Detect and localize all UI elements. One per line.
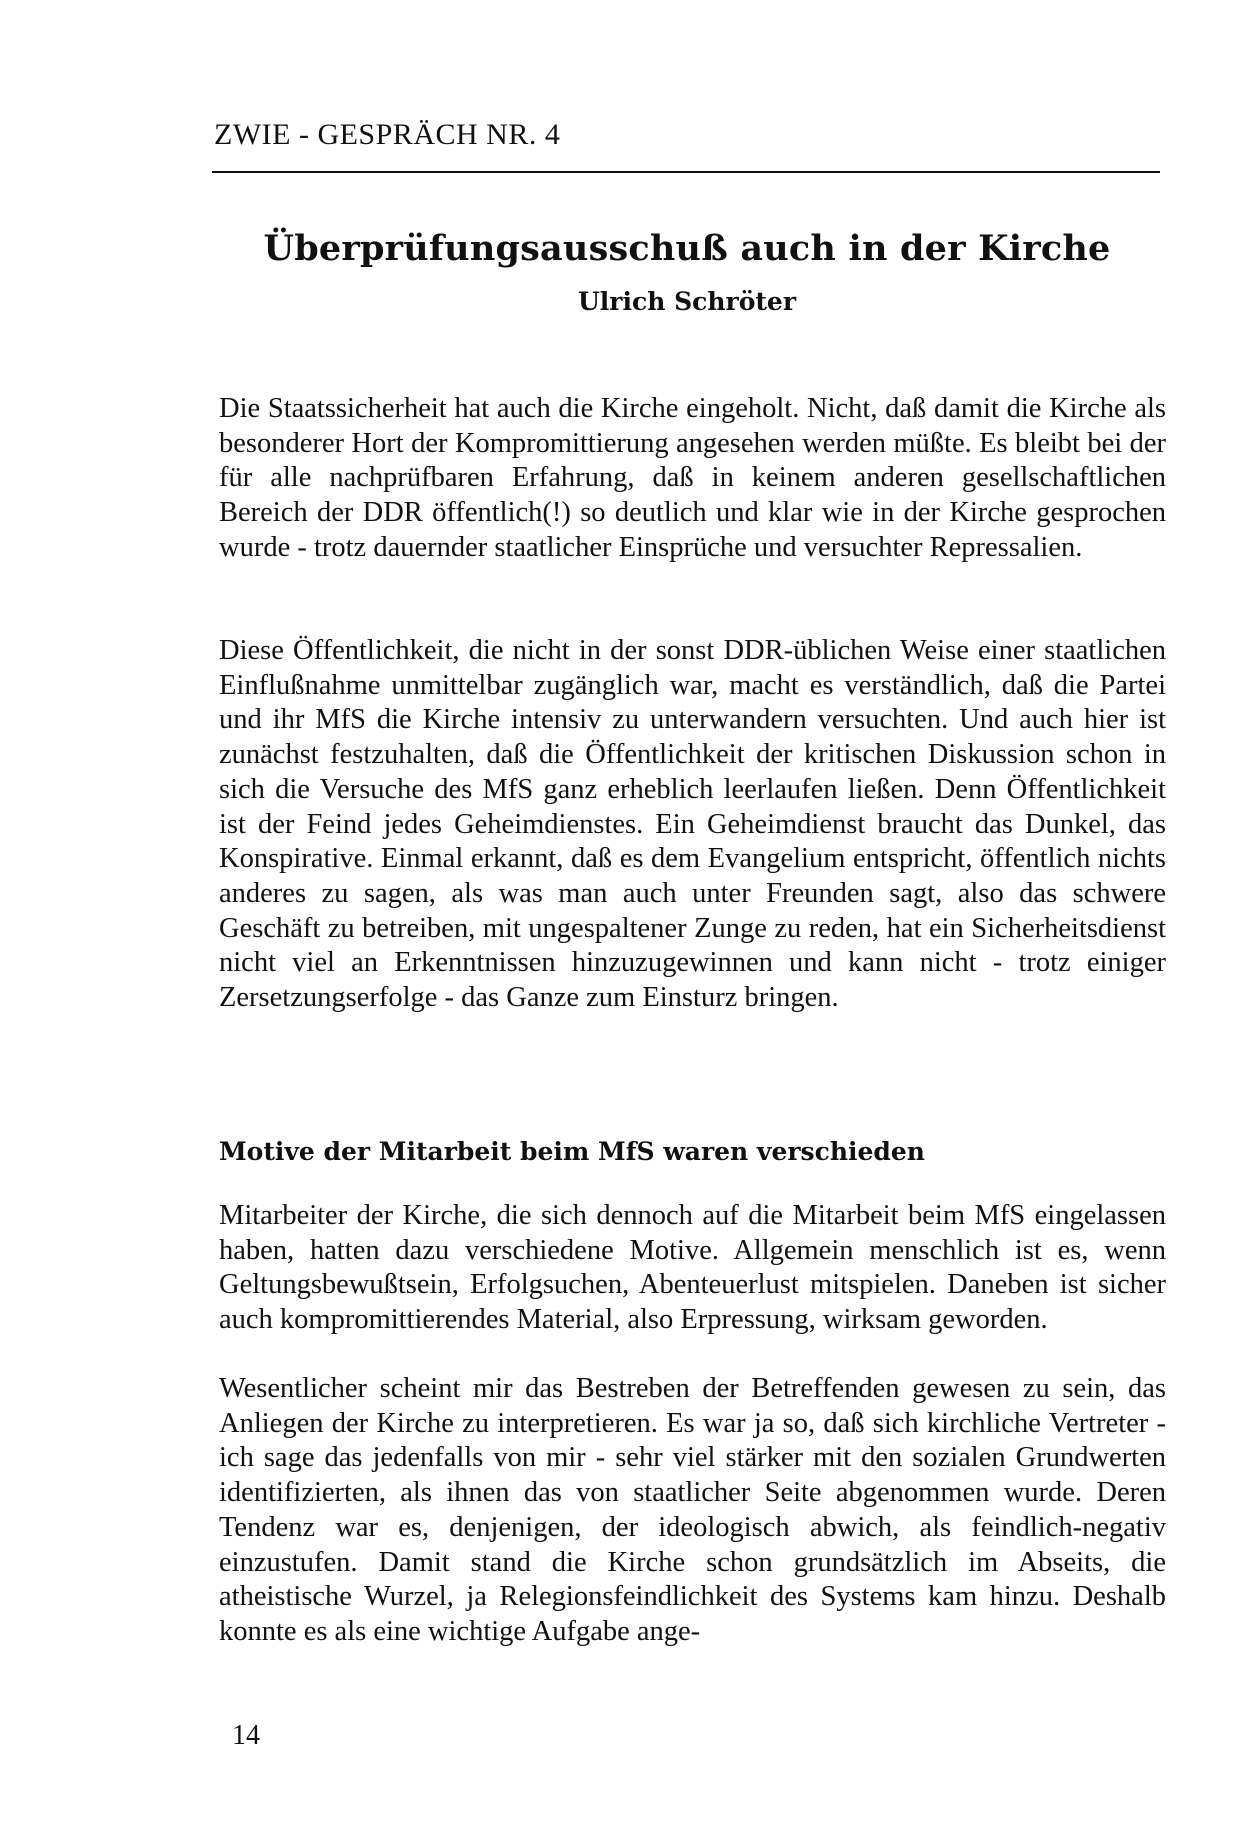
paragraph-1: Die Staatssicherheit hat auch die Kirche eingeholt. Nicht, daß damit die Kirche als besonderer Hort der Kompromittierung angesehen werden müßte. Es bleibt bei der für alle nachprüfbaren Erfahrung, daß in keinem anderen gesellschaftlichen Bereich der DDR öffentlich(!) so deutlich und klar wie in der Kirche gesprochen wurde - trotz dauernder staatlicher Einsprüche und versuchter Repressalien. — [219, 393, 1166, 563]
article-author: Ulrich Schröter — [578, 287, 796, 316]
header-rule — [212, 171, 1160, 173]
article-title: Überprüfungsausschuß auch in der Kirche — [263, 228, 1111, 270]
running-header: ZWIE - GESPRÄCH NR. 4 — [214, 118, 561, 151]
paragraph-3: Mitarbeiter der Kirche, die sich dennoch auf die Mitarbeit beim MfS eingelassen haben, hatten dazu verschiedene Motive. Allgemein menschlich ist es, wenn Geltungsbewußtsein, Erfolgsuchen, Abenteuerlust mitspielen. Daneben ist sicher auch kompromittierendes Material, also Erpressung, wirksam geworden. — [219, 1200, 1166, 1336]
page-number: 14 — [232, 1720, 260, 1751]
paragraph-2: Diese Öffentlichkeit, die nicht in der sonst DDR-üblichen Weise einer staatlichen Einflußnahme unmittelbar zugänglich war, macht es verständlich, daß die Partei und ihr MfS die Kirche intensiv zu unterwandern versuchten. Und auch hier ist zunächst festzuhalten, daß die Öffentlichkeit der kritischen Diskussion schon in sich die Versuche des MfS ganz erheblich leerlaufen ließen. Denn Öffentlichkeit ist der Feind jedes Geheimdienstes. Ein Geheimdienst braucht das Dunkel, das Konspirative. Einmal erkannt, daß es dem Evangelium entspricht, öffentlich nichts anderes zu sagen, als was man auch unter Freunden sagt, also das schwere Geschäft zu betreiben, mit ungespaltener Zunge zu reden, hat ein Sicherheitsdienst nicht viel an Erkenntnissen hinzuzugewinnen und kann nicht - trotz einiger Zersetzungserfolge - das Ganze zum Einsturz bringen. — [219, 635, 1166, 1014]
section-heading: Motive der Mitarbeit beim MfS waren verschieden — [219, 1137, 925, 1166]
paragraph-4: Wesentlicher scheint mir das Bestreben der Betreffenden gewesen zu sein, das Anliegen der Kirche zu interpretieren. Es war ja so, daß sich kirchliche Vertreter - ich sage das jedenfalls von mir - sehr viel stärker mit den sozialen Grundwerten identifizierten, als ihnen das von staatlicher Seite abgenommen wurde. Deren Tendenz war es, denjenigen, der ideologisch abwich, als feindlich-negativ einzustufen. Damit stand die Kirche schon grundsätzlich im Abseits, die atheistische Wurzel, ja Relegionsfeindlichkeit des Systems kam hinzu. Deshalb konnte es als eine wichtige Aufgabe ange- — [219, 1373, 1166, 1647]
